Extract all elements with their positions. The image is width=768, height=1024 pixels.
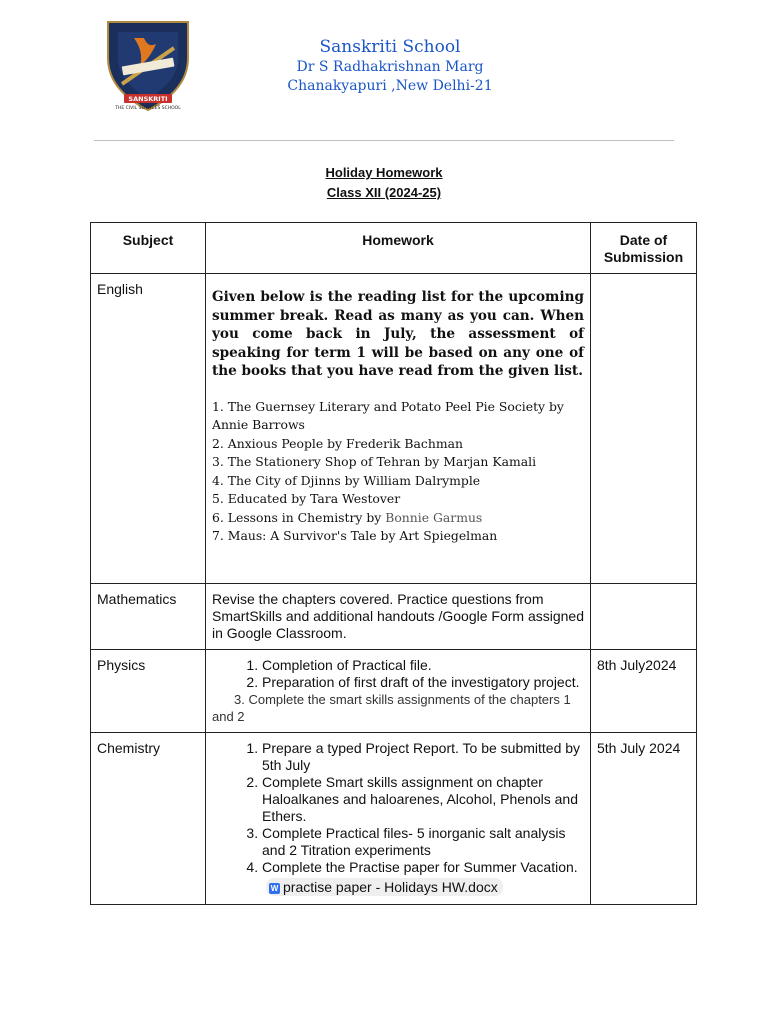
- header-homework: Homework: [206, 223, 591, 274]
- book-item: [212, 509, 584, 528]
- school-address-line2: Chanakyapuri ,New Delhi-21: [287, 78, 493, 94]
- school-logo: [104, 18, 192, 114]
- logo-banner-text: SANSKRITI: [128, 95, 168, 103]
- homework-mathematics: Revise the chapters covered. Practice questions from SmartSkills and additional handouts /Google Form assigned in Google Classroom.: [206, 584, 591, 650]
- subject-chemistry: Chemistry: [91, 733, 206, 905]
- list-item: 2. Preparation of first draft of the investigatory project.: [262, 674, 584, 691]
- table-header-row: [91, 223, 697, 274]
- homework-english: [206, 274, 591, 584]
- header-divider: [94, 140, 674, 141]
- reading-list-intro: Given below is the reading list for the upcoming summer break. Read as many as you can. When you come back in July, the assessment of speaking for term 1 will be based on any one of the books that you have read from the given list.: [212, 289, 584, 380]
- chemistry-task-list: [212, 740, 584, 876]
- book-title: 6. Lessons in Chemistry by: [212, 509, 386, 525]
- book-item: 4. The City of Djinns by William Dalrymple: [212, 472, 481, 488]
- physics-task-list: [212, 657, 584, 691]
- logo-caption: THE CIVIL SERVICES SCHOOL: [115, 106, 181, 111]
- header-date: [591, 223, 697, 274]
- table-row-chemistry: [91, 733, 697, 905]
- book-item: 1. The Guernsey Literary and Potato Peel Pie Society by Annie Barrows: [212, 398, 564, 433]
- list-item: 4. Complete the Practise paper for Summer Vacation.: [262, 859, 584, 876]
- book-item: 5. Educated by Tara Westover: [212, 491, 401, 507]
- word-doc-icon: W: [270, 884, 279, 893]
- book-author: Bonnie Garmus: [385, 509, 483, 525]
- school-header: [250, 36, 530, 96]
- subject-english: English: [91, 274, 206, 584]
- date-chemistry: 5th July 2024: [591, 733, 697, 905]
- school-address-line1: Dr S Radhakrishnan Marg: [296, 59, 484, 75]
- book-item: 7. Maus: A Survivor's Tale by Art Spiegelman: [212, 528, 498, 544]
- school-name: Sanskriti School: [319, 37, 461, 57]
- attachment-chip[interactable]: [266, 878, 503, 896]
- attachment-name: practise paper - Holidays HW.docx: [283, 879, 498, 895]
- list-item: 1. Completion of Practical file.: [262, 657, 584, 674]
- header-subject: Subject: [91, 223, 206, 274]
- document-subtitle: Class XII (2024-25): [326, 185, 442, 200]
- table-row-mathematics: [91, 584, 697, 650]
- date-english: [591, 274, 697, 584]
- header-date-line2: Submission: [603, 249, 684, 265]
- homework-physics: [206, 650, 591, 733]
- list-item: 3. Complete the smart skills assignments of the chapters 1 and 2: [212, 692, 571, 724]
- book-item: 3. The Stationery Shop of Tehran by Marjan Kamali: [212, 454, 537, 470]
- document-title: Holiday Homework: [325, 165, 443, 180]
- homework-chemistry: [206, 733, 591, 905]
- subject-mathematics: Mathematics: [91, 584, 206, 650]
- date-mathematics: [591, 584, 697, 650]
- list-item: 3. Complete Practical files- 5 inorganic salt analysis and 2 Titration experiments: [262, 825, 584, 859]
- book-item: 2. Anxious People by Frederik Bachman: [212, 435, 463, 451]
- list-item: 1. Prepare a typed Project Report. To be submitted by 5th July: [262, 740, 584, 774]
- subject-physics: Physics: [91, 650, 206, 733]
- homework-table: [90, 222, 697, 905]
- list-item: 2. Complete Smart skills assignment on chapter Haloalkanes and haloarenes, Alcohol, Phenols and Ethers.: [262, 774, 584, 825]
- date-physics: 8th July2024: [591, 650, 697, 733]
- header-date-line1: Date of: [619, 232, 668, 248]
- table-row-physics: [91, 650, 697, 733]
- table-row-english: [91, 274, 697, 584]
